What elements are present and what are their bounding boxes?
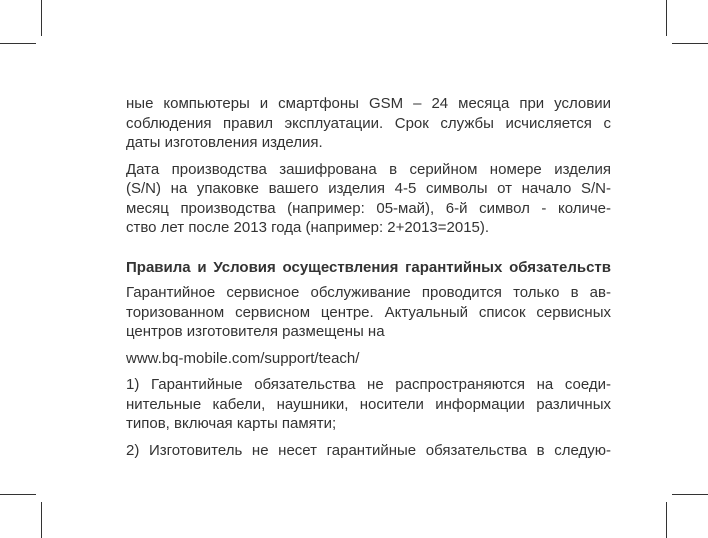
service-paragraph	[126, 283, 611, 342]
text-line: ство лет после 2013 года (например: 2+2013=2015).	[126, 219, 490, 236]
crop-mark-bottom-left-vertical	[41, 502, 42, 538]
text-line: месяц производства (например: 05-май), 6-й символ - количе-	[126, 199, 611, 217]
section-heading: Правила и Условия осуществления гарантийных обязательств	[126, 258, 611, 276]
text-line: (S/N) на упаковке вашего изделия 4-5 символы от начало S/N-	[126, 180, 611, 197]
production-date-paragraph	[126, 160, 611, 238]
crop-mark-bottom-left-horizontal	[0, 494, 36, 495]
text-line: ные компьютеры и смартфоны GSM – 24 месяца при условии	[126, 95, 611, 112]
text-line: нительные кабели, наушники, носители информации различных	[126, 395, 611, 413]
text-line: торизованном сервисном центре. Актуальный список сервисных	[126, 303, 611, 321]
text-line: центров изготовителя размещены на	[126, 323, 385, 340]
crop-mark-bottom-right-horizontal	[672, 494, 708, 495]
crop-mark-top-left-horizontal	[0, 43, 36, 44]
crop-mark-bottom-right-vertical	[666, 502, 667, 538]
warranty-exclusion-item-1	[126, 375, 611, 434]
crop-mark-top-right-vertical	[666, 0, 667, 36]
text-line: соблюдения правил эксплуатации. Срок службы исчисляется с	[126, 114, 611, 132]
document-body	[126, 94, 611, 467]
text-line: Гарантийное сервисное обслуживание проводится только в ав-	[126, 284, 611, 301]
warranty-period-paragraph	[126, 94, 611, 153]
text-line: 2) Изготовитель не несет гарантийные обязательства в следую-	[126, 441, 611, 459]
text-line: типов, включая карты памяти;	[126, 415, 337, 432]
warranty-exclusion-item-2	[126, 441, 611, 461]
text-line: Дата производства зашифрована в серийном номере изделия	[126, 160, 611, 178]
text-line: даты изготовления изделия.	[126, 134, 323, 151]
text-line: 1) Гарантийные обязательства не распространяются на соеди-	[126, 376, 611, 393]
crop-mark-top-left-vertical	[41, 0, 42, 36]
crop-mark-top-right-horizontal	[672, 43, 708, 44]
support-url: www.bq-mobile.com/support/teach/	[126, 349, 360, 367]
